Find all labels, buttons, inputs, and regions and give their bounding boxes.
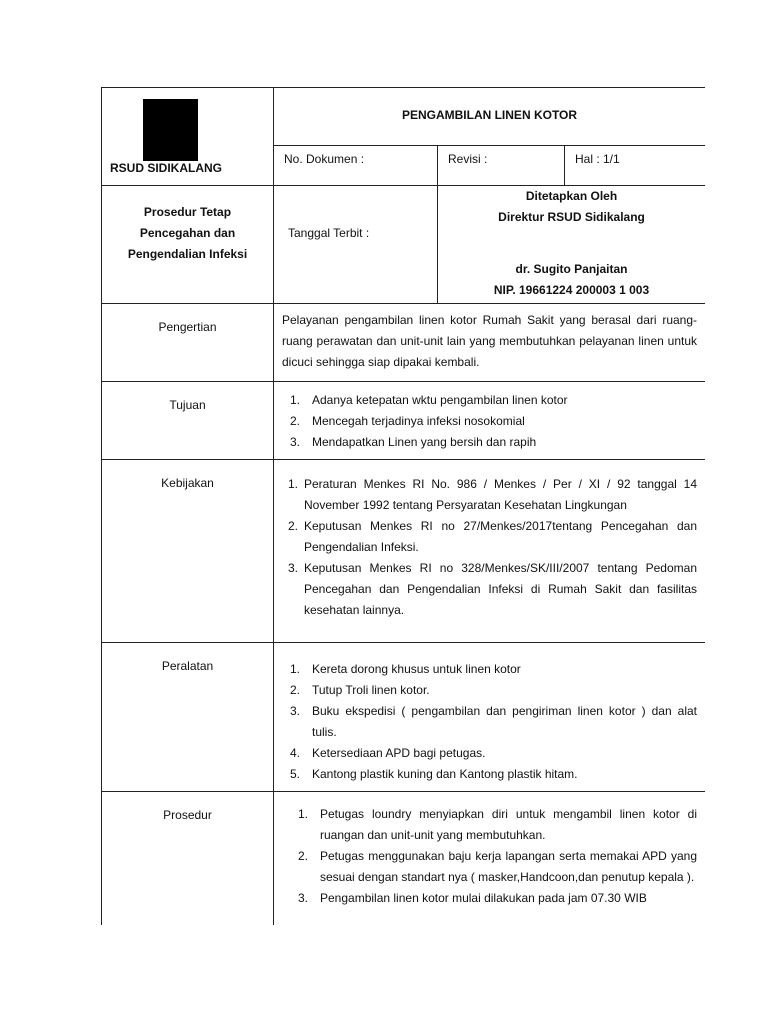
list-item: 2. Tutup Troli linen kotor. (290, 683, 430, 697)
protap-title-line: Pengendalian Infeksi (127, 247, 248, 261)
list-item: 1. Adanya ketepatan wktu pengambilan linen kotor (290, 393, 568, 407)
document-title: PENGAMBILAN LINEN KOTOR (274, 88, 706, 146)
signer-name: dr. Sugito Panjaitan (515, 262, 628, 276)
section-label-kebijakan: Kebijakan (102, 460, 274, 643)
tanggal-terbit: Tanggal Terbit : (274, 186, 438, 304)
signer-nip: NIP. 19661224 200003 1 003 (493, 283, 650, 297)
section-label-tujuan: Tujuan (102, 382, 274, 460)
halaman: Hal : 1/1 (565, 145, 706, 185)
list-item: 5. Kantong plastik kuning dan Kantong plastik hitam. (290, 767, 578, 781)
signature-block (438, 186, 706, 304)
revisi: Revisi : (438, 145, 565, 185)
section-label-pengertian: Pengertian (102, 304, 274, 382)
jabatan: Direktur RSUD Sidikalang (498, 210, 645, 224)
kebijakan-list (282, 474, 697, 621)
section-content-kebijakan (274, 460, 706, 643)
list-item: 3. Mendapatkan Linen yang bersih dan rapih (290, 435, 537, 449)
list-item: 1. Peraturan Menkes RI No. 986 / Menkes / Per / XI / 92 tanggal 14 November 1992 tentang Persyaratan Kesehatan Lingkungan (288, 477, 698, 512)
protap-title (102, 186, 274, 304)
section-content-peralatan (274, 643, 706, 792)
list-item: 3. Buku ekspedisi ( pengambilan dan pengiriman linen kotor ) dan alat tulis. (290, 704, 698, 739)
section-content-tujuan (274, 382, 706, 460)
peralatan-list (282, 659, 697, 785)
protap-title-line: Prosedur Tetap (143, 205, 232, 219)
ditetapkan-oleh: Ditetapkan Oleh (525, 189, 618, 203)
tujuan-list (282, 390, 697, 453)
section-content-pengertian: Pelayanan pengambilan linen kotor Rumah Sakit yang berasal dari ruang-ruang perawatan dan unit-unit lain yang membutuhkan pelayanan linen untuk dicuci sehingga siap dipakai kembali. (274, 304, 706, 382)
list-item: 1. Petugas loundry menyiapkan diri untuk mengambil linen kotor di ruangan dan unit-unit yang membutuhkan. (298, 807, 698, 842)
section-content-prosedur (274, 792, 706, 926)
list-item: 3. Keputusan Menkes RI no 328/Menkes/SK/III/2007 tentang Pedoman Pencegahan dan Pengendalian Infeksi di Rumah Sakit dan fasilitas kesehatan lainnya. (288, 561, 698, 617)
no-dokumen: No. Dokumen : (274, 145, 438, 185)
sop-table (101, 87, 705, 925)
section-label-prosedur: Prosedur (102, 792, 274, 926)
logo-cell (102, 88, 274, 186)
section-label-peralatan: Peralatan (102, 643, 274, 792)
list-item: 2. Petugas menggunakan baju kerja lapangan serta memakai APD yang sesuai dengan standart nya ( masker,Handcoon,dan penutup kepala ). (298, 849, 698, 884)
sop-document (101, 87, 705, 925)
org-name: RSUD SIDIKALANG (110, 161, 223, 175)
list-item: 2. Keputusan Menkes RI no 27/Menkes/2017tentang Pencegahan dan Pengendalian Infeksi. (288, 519, 698, 554)
list-item: 2. Mencegah terjadinya infeksi nosokomial (290, 414, 525, 428)
prosedur-list (282, 804, 697, 909)
hospital-logo (143, 99, 198, 161)
list-item: 1. Kereta dorong khusus untuk linen kotor (290, 662, 521, 676)
list-item: 4. Ketersediaan APD bagi petugas. (290, 746, 486, 760)
list-item: 3. Pengambilan linen kotor mulai dilakukan pada jam 07.30 WIB (298, 891, 647, 905)
protap-title-line: Pencegahan dan (139, 226, 236, 240)
